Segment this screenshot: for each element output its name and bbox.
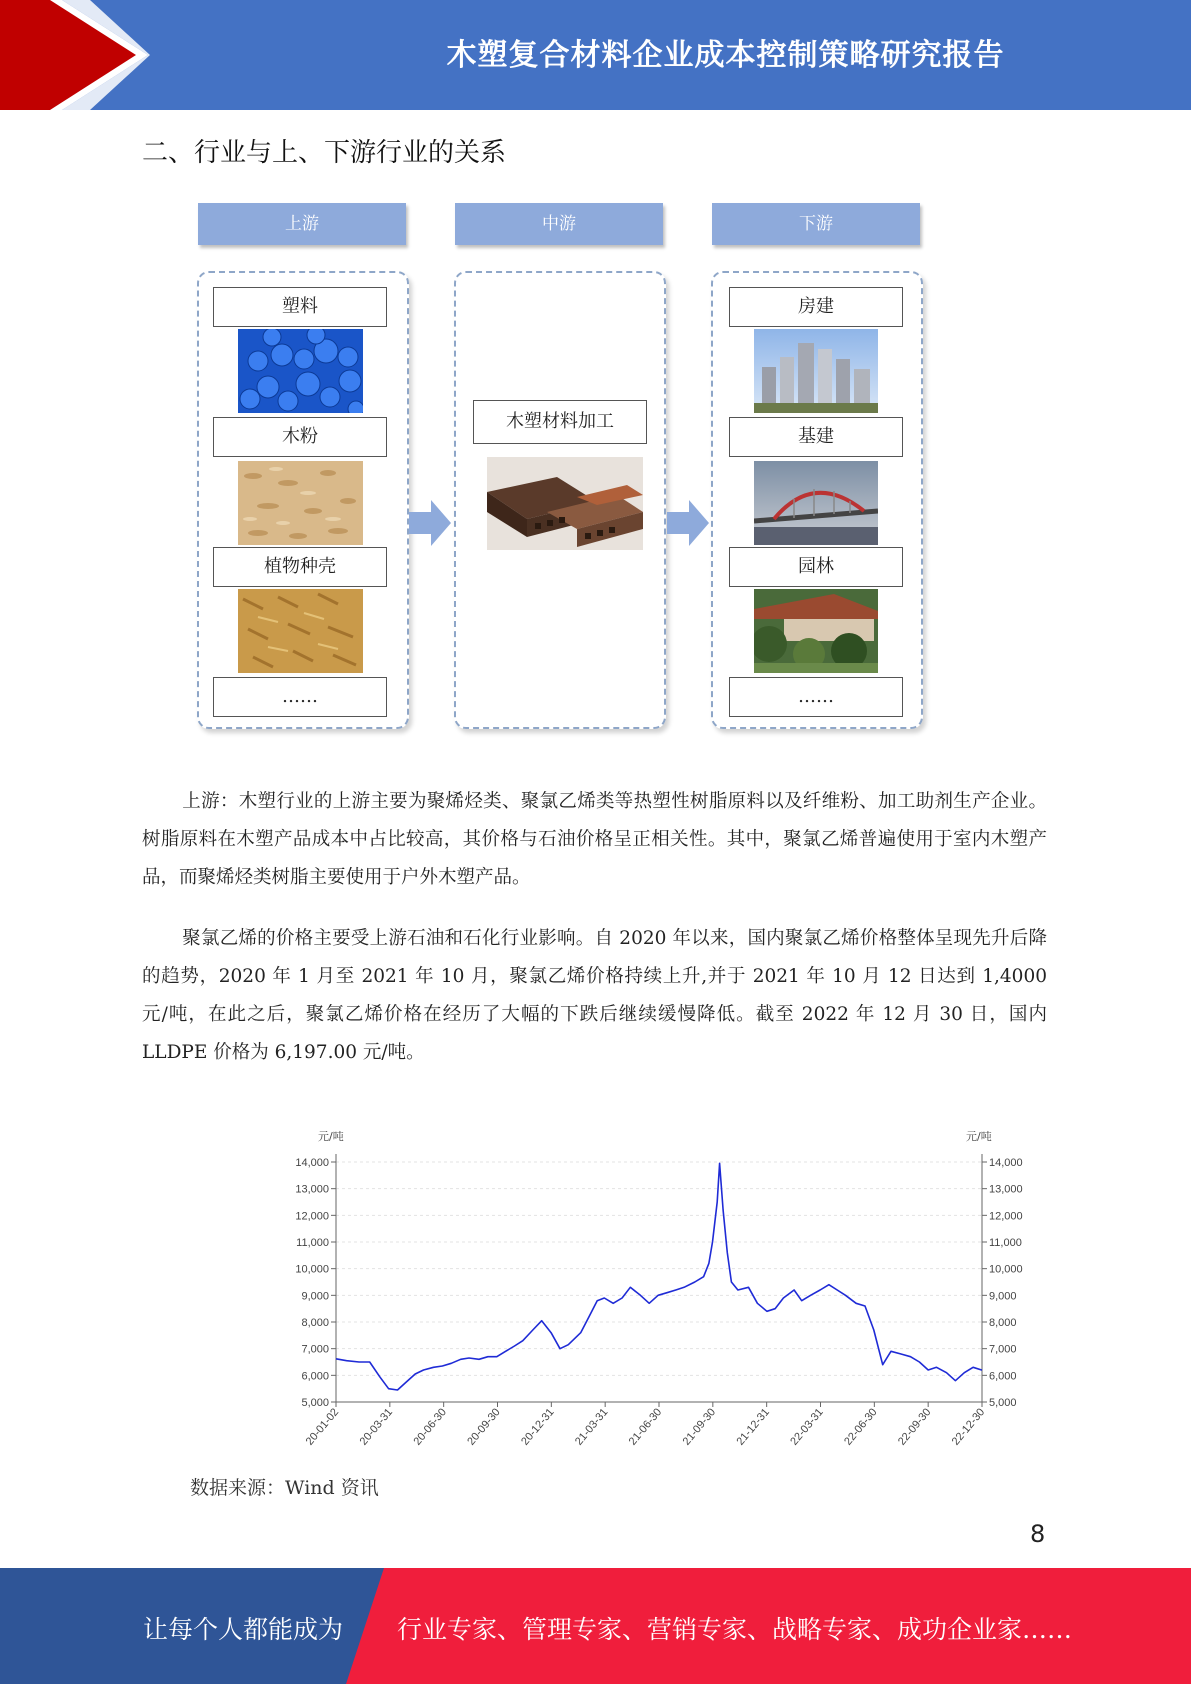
y-tick-label-left: 7,000: [301, 1343, 329, 1356]
upstream-item-husk: 植物种壳: [213, 547, 387, 587]
footer-slogan-left: 让每个人都能成为: [143, 1615, 344, 1644]
downstream-item-infrastructure: 基建: [729, 417, 903, 457]
upstream-item-wood-flour: 木粉: [213, 417, 387, 457]
y-tick-label-right: 12,000: [989, 1210, 1023, 1223]
price-line-chart: [270, 1100, 1050, 1470]
x-tick-label: 20-06-30: [411, 1406, 449, 1448]
y-tick-label-right: 11,000: [989, 1237, 1022, 1249]
x-tick-label: 20-09-30: [465, 1406, 503, 1448]
x-tick-label: 20-03-31: [357, 1406, 396, 1448]
y-tick-label-right: 9,000: [989, 1290, 1017, 1303]
upstream-item-more: ……: [213, 677, 387, 717]
x-tick-label: 21-06-30: [626, 1406, 665, 1448]
x-tick-label: 21-09-30: [680, 1406, 719, 1448]
y-tick-label-right: 8,000: [989, 1317, 1017, 1329]
y-tick-label-left: 12,000: [295, 1210, 329, 1223]
x-tick-label: 21-03-31: [572, 1406, 611, 1448]
y-tick-label-left: 8,000: [301, 1317, 329, 1329]
downstream-item-housing: 房建: [729, 287, 903, 327]
upstream-item-plastic: 塑料: [213, 287, 387, 327]
downstream-head: 下游: [712, 203, 920, 245]
bridge-image: [754, 461, 878, 545]
paragraph-pvc-price-text: 聚氯乙烯的价格主要受上游石油和石化行业影响。自 2020 年以来，国内聚氯乙烯价格整体呈现先升后降的趋势，2020 年 1 月至 2021 年 10 月，聚氯乙烯价格持续上升,并于 2021 年 10 月 12 日达到 1,4000 元/吨，在此之后，聚氯乙烯价格在经历了大幅的下跌后继续缓慢降低。截至 2022 年 12 月 30 日，国内 LLDPE 价格为 6,197.00 元/吨。: [142, 928, 1047, 1063]
y-tick-label-right: 13,000: [989, 1183, 1023, 1196]
x-tick-label: 22-06-30: [842, 1406, 880, 1448]
y-tick-label-left: 6,000: [301, 1370, 329, 1383]
y-tick-label-left: 5,000: [301, 1397, 329, 1409]
y-unit-right: 元/吨: [966, 1130, 992, 1143]
downstream-item-more: ……: [729, 677, 903, 717]
midstream-head: 中游: [455, 203, 663, 245]
y-tick-label-left: 10,000: [295, 1263, 329, 1276]
y-tick-label-left: 9,000: [301, 1290, 329, 1303]
y-tick-label-right: 10,000: [989, 1263, 1023, 1276]
plant-husk-image: [238, 589, 363, 673]
header-red-chevron: [0, 0, 200, 110]
y-tick-label-right: 5,000: [989, 1397, 1017, 1409]
buildings-image: [754, 329, 878, 413]
section-title: 二、行业与上、下游行业的关系: [142, 138, 507, 168]
paragraph-upstream: [142, 783, 1047, 897]
page-number: 8: [1030, 1520, 1046, 1548]
y-tick-label-left: 11,000: [296, 1237, 329, 1249]
wpc-boards-image: [487, 457, 643, 550]
arrow-right-icon: [667, 500, 709, 546]
x-tick-label: 21-12-31: [734, 1406, 772, 1448]
paragraph-upstream-text: 上游：木塑行业的上游主要为聚烯烃类、聚氯乙烯类等热塑性树脂原料以及纤维粉、加工助剂生产企业。树脂原料在木塑产品成本中占比较高，其价格与石油价格呈正相关性。其中，聚氯乙烯普遍使用于室内木塑产品，而聚烯烃类树脂主要使用于户外木塑产品。: [142, 791, 1047, 888]
garden-image: [754, 589, 878, 673]
y-tick-label-right: 14,000: [989, 1157, 1023, 1169]
paragraph-pvc-price: [142, 920, 1047, 1072]
x-tick-label: 22-12-30: [949, 1406, 988, 1448]
plastic-pellets-image: [238, 329, 363, 413]
upstream-head: 上游: [198, 203, 406, 245]
x-tick-label: 20-01-02: [303, 1406, 342, 1448]
midstream-item-processing: 木塑材料加工: [473, 400, 647, 444]
x-tick-label: 22-03-31: [788, 1406, 826, 1448]
y-tick-label-left: 13,000: [295, 1183, 329, 1196]
y-tick-label-right: 7,000: [989, 1343, 1017, 1356]
report-title: 木塑复合材料企业成本控制策略研究报告: [446, 38, 1005, 73]
downstream-item-garden: 园林: [729, 547, 903, 587]
x-tick-label: 20-12-31: [519, 1406, 557, 1448]
y-unit-left: 元/吨: [318, 1130, 344, 1143]
arrow-right-icon: [409, 500, 451, 546]
y-tick-label-left: 14,000: [295, 1157, 329, 1169]
y-tick-label-right: 6,000: [989, 1370, 1017, 1383]
price-series-line: [336, 1163, 982, 1390]
x-tick-label: 22-09-30: [895, 1406, 934, 1448]
wood-flour-image: [238, 461, 363, 545]
footer-slogan-right: 行业专家、管理专家、营销专家、战略专家、成功企业家……: [397, 1615, 1073, 1644]
chart-source: 数据来源：Wind 资讯: [190, 1477, 379, 1499]
page-header: [0, 0, 1191, 110]
